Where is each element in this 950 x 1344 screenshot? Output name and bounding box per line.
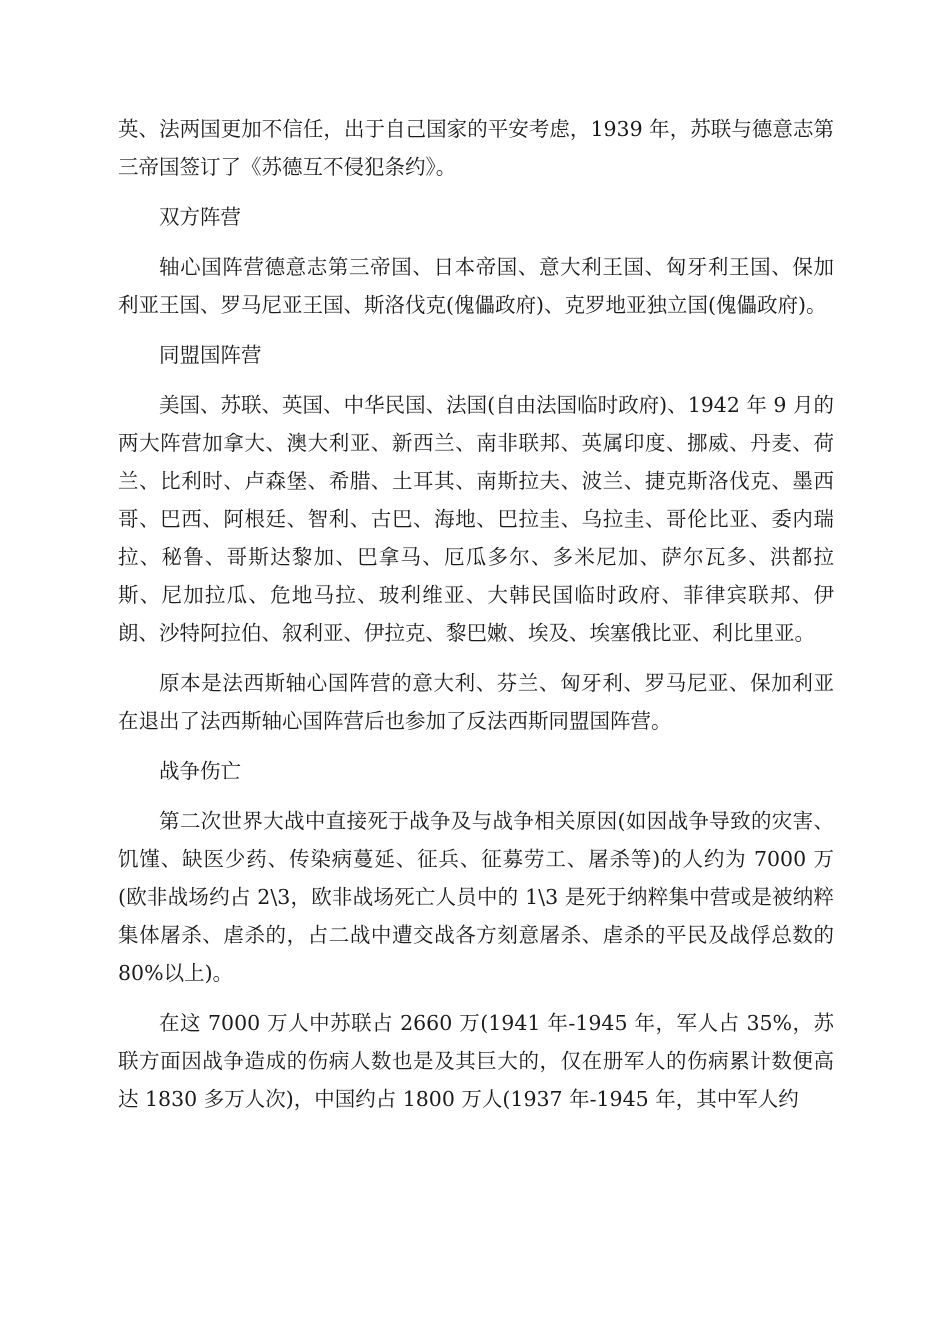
paragraph-continuation: 英、法两国更加不信任，出于自己国家的平安考虑，1939 年，苏联与德意志第三帝国签订了《苏德互不侵犯条约》。 xyxy=(118,117,834,179)
paragraph-axis-powers: 轴心国阵营德意志第三帝国、日本帝国、意大利王国、匈牙利王国、保加利亚王国、罗马尼亚王国、斯洛伐克(傀儡政府)、克罗地亚独立国(傀儡政府)。 xyxy=(118,255,834,317)
section-heading-camps: 双方阵营 xyxy=(159,205,241,229)
section-heading-casualties: 战争伤亡 xyxy=(159,759,241,783)
section-heading-allies: 同盟国阵营 xyxy=(159,343,262,367)
paragraph-casualties-breakdown: 在这 7000 万人中苏联占 2660 万(1941 年-1945 年，军人占 35%，苏联方面因战争造成的伤病人数也是及其巨大的，仅在册军人的伤病累计数便高达 1830 多万人次)，中国约占 1800 万人(1937 年-1945 年，其中军人约 xyxy=(118,1011,834,1111)
document-body xyxy=(118,110,834,1130)
paragraph-allied-powers: 美国、苏联、英国、中华民国、法国(自由法国临时政府)、1942 年 9 月的两大阵营加拿大、澳大利亚、新西兰、南非联邦、英属印度、挪威、丹麦、荷兰、比利时、卢森堡、希腊、土耳其、南斯拉夫、波兰、捷克斯洛伐克、墨西哥、巴西、阿根廷、智利、古巴、海地、巴拉圭、乌拉圭、哥伦比亚、委内瑞拉、秘鲁、哥斯达黎加、巴拿马、厄瓜多尔、多米尼加、萨尔瓦多、洪都拉斯、尼加拉瓜、危地马拉、玻利维亚、大韩民国临时政府、菲律宾联邦、伊朗、沙特阿拉伯、叙利亚、伊拉克、黎巴嫩、埃及、埃塞俄比亚、利比里亚。 xyxy=(118,393,834,645)
paragraph-casualties-total: 第二次世界大战中直接死于战争及与战争相关原因(如因战争导致的灾害、饥馑、缺医少药、传染病蔓延、征兵、征募劳工、屠杀等)的人约为 7000 万(欧非战场约占 2\3，欧非战场死亡人员中的 1\3 是死于纳粹集中营或是被纳粹集体屠杀、虐杀的，占二战中遭交战各方刻意屠杀、虐杀的平民及战俘总数的 80%以上)。 xyxy=(118,809,834,985)
paragraph-defectors: 原本是法西斯轴心国阵营的意大利、芬兰、匈牙利、罗马尼亚、保加利亚在退出了法西斯轴心国阵营后也参加了反法西斯同盟国阵营。 xyxy=(118,671,834,733)
